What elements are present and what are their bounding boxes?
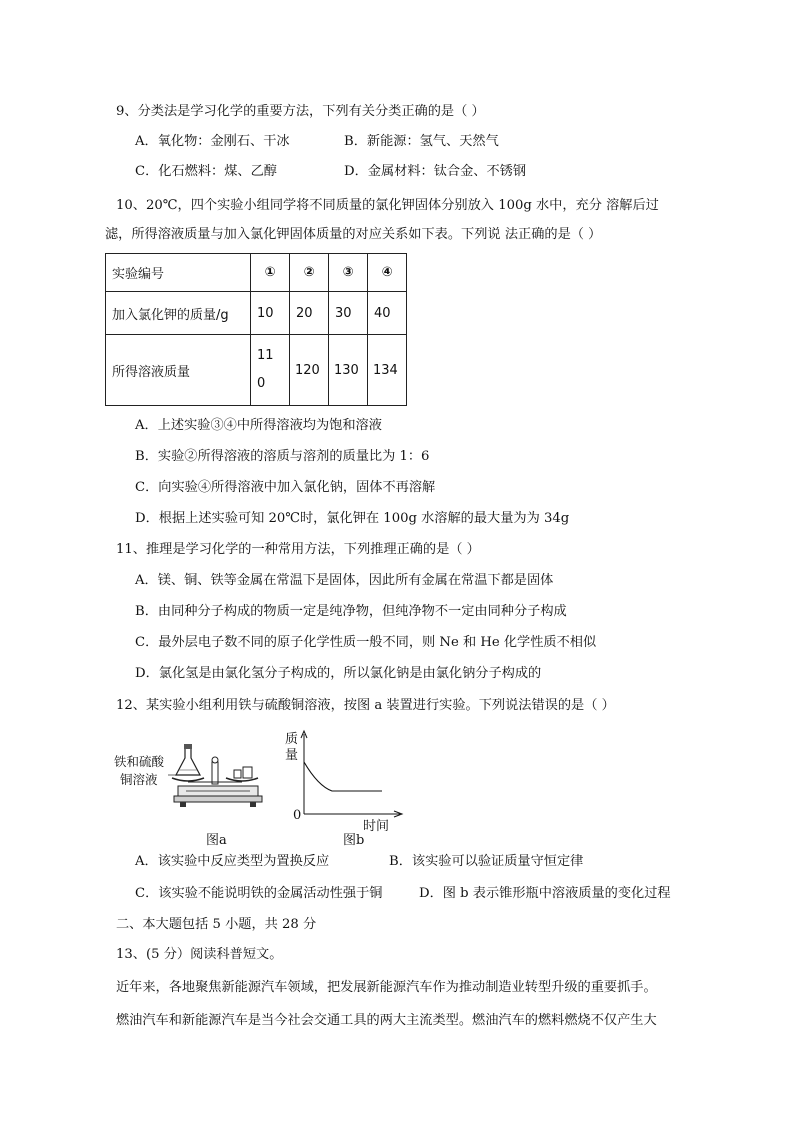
table-cell: ④ <box>368 254 407 292</box>
table-cell: 30 <box>329 292 368 335</box>
balance-apparatus-image <box>168 742 268 810</box>
table-cell: 134 <box>368 335 407 406</box>
q9-option-c: C．化石燃料：煤、乙醇 <box>135 164 277 179</box>
table-cell-wrap-bottom: 0 <box>257 376 266 391</box>
fig-a-label-line2: 铜溶液 <box>120 772 158 787</box>
table-cell <box>251 335 290 406</box>
table-cell: 20 <box>290 292 329 335</box>
q11-option-c: C．最外层电子数不同的原子化学性质一般不同，则 Ne 和 He 化学性质不相似 <box>135 635 597 650</box>
table-row <box>106 335 407 406</box>
q10-option-c: C．向实验④所得溶液中加入氯化钠，固体不再溶解 <box>135 480 436 495</box>
table-cell-wrap-top: 11 <box>257 348 274 363</box>
q13-paragraph-line2: 燃油汽车和新能源汽车是当今社会交通工具的两大主流类型。燃油汽车的燃料燃烧不仅产生大 <box>116 1013 657 1028</box>
table-cell: 130 <box>329 335 368 406</box>
q11-option-d: D．氯化氢是由氯化氢分子构成的，所以氯化钠是由氯化钠分子构成的 <box>135 666 542 681</box>
fig-b-xlabel: 时间 <box>363 819 390 834</box>
q10-stem-line1: 10、20℃，四个实验小组同学将不同质量的氯化钾固体分别放入 100g 水中，充分 溶解后过 <box>116 198 659 213</box>
q12-option-d: D．图 b 表示锥形瓶中溶液质量的变化过程 <box>419 886 671 901</box>
q12-option-a: A．该实验中反应类型为置换反应 <box>135 854 330 869</box>
table-row <box>106 254 407 292</box>
q10-option-b: B．实验②所得溶液的溶质与溶剂的质量比为 1：6 <box>135 449 430 464</box>
q13-stem: 13、(5 分）阅读科普短文。 <box>116 947 283 962</box>
q10-table <box>105 253 407 406</box>
q9-option-d: D．金属材料：钛合金、不锈钢 <box>344 164 527 179</box>
q9-option-b: B．新能源：氢气、天然气 <box>344 134 499 149</box>
table-cell: 120 <box>290 335 329 406</box>
table-cell: ③ <box>329 254 368 292</box>
q10-option-d: D．根据上述实验可知 20℃时，氯化钾在 100g 水溶解的最大量为为 34g <box>135 511 570 526</box>
table-cell: 10 <box>251 292 290 335</box>
table-cell: 40 <box>368 292 407 335</box>
fig-a-label-line1: 铁和硫酸 <box>114 754 165 769</box>
fig-b-ylabel-line1: 质 <box>285 732 299 747</box>
table-cell: ① <box>251 254 290 292</box>
table-cell: 加入氯化钾的质量/g <box>106 292 251 335</box>
q12-option-c: C．该实验不能说明铁的金属活动性强于铜 <box>135 886 383 901</box>
q10-option-a: A．上述实验③④中所得溶液均为饱和溶液 <box>135 418 382 433</box>
section-heading: 二、本大题包括 5 小题，共 28 分 <box>116 917 317 932</box>
table-cell: 所得溶液质量 <box>106 335 251 406</box>
table-cell: ② <box>290 254 329 292</box>
table-row <box>106 292 407 335</box>
q9-option-a: A．氧化物：金刚石、干冰 <box>135 134 290 149</box>
table-cell: 实验编号 <box>106 254 251 292</box>
fig-a-caption: 图a <box>206 833 227 848</box>
q12-stem: 12、某实验小组利用铁与硫酸铜溶液，按图 a 装置进行实验。下列说法错误的是（ ） <box>116 698 615 713</box>
q11-option-b: B．由同种分子构成的物质一定是纯净物，但纯净物不一定由同种分子构成 <box>135 604 567 619</box>
q13-paragraph-line1: 近年来，各地聚焦新能源汽车领域，把发展新能源汽车作为推动制造业转型升级的重要抓手。 <box>116 980 657 995</box>
q11-stem: 11、推理是学习化学的一种常用方法，下列推理正确的是（ ） <box>116 542 480 557</box>
q11-option-a: A．镁、铜、铁等金属在常温下是固体，因此所有金属在常温下都是固体 <box>135 573 554 588</box>
q9-stem: 9、分类法是学习化学的重要方法，下列有关分类正确的是（ ） <box>116 104 485 119</box>
q12-option-b: B．该实验可以验证质量守恒定律 <box>389 854 584 869</box>
q10-stem-line2: 滤，所得溶液质量与加入氯化钾固体质量的对应关系如下表。下列说 法正确的是（ ） <box>105 227 602 242</box>
fig-b-caption: 图b <box>343 833 365 848</box>
mass-time-graph <box>296 728 406 818</box>
fig-b-origin: 0 <box>293 808 302 823</box>
fig-b-ylabel-line2: 量 <box>285 748 299 763</box>
